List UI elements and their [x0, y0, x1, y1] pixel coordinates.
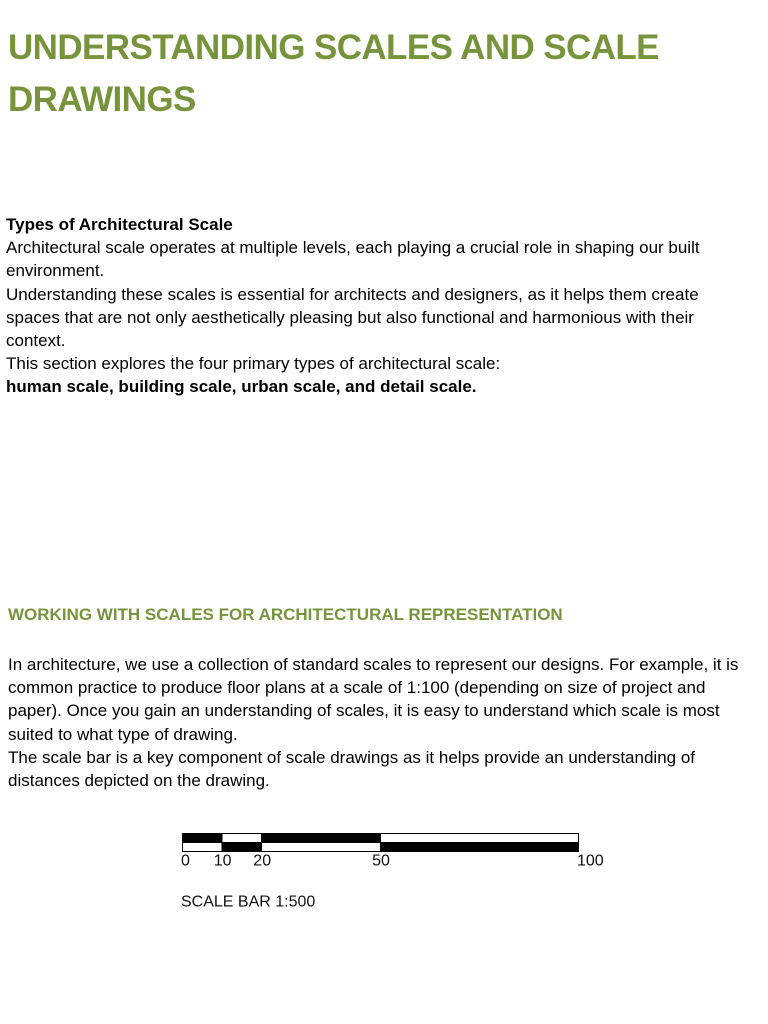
scale-bar-segment-50-100-top [381, 834, 579, 843]
scale-bar-tick-label: 50 [372, 852, 390, 870]
paragraph: The scale bar is a key component of scale drawings as it helps provide an understanding of distances depicted on the drawing. [8, 747, 696, 791]
scale-bar-caption: SCALE BAR 1:500 [181, 893, 316, 911]
paragraph: This section explores the four primary types of architectural scale: [6, 354, 501, 374]
paragraph: In architecture, we use a collection of standard scales to represent our designs. For example, it is common practice to produce floor plans at a scale of 1:100 (depending on size of project and paper). Once you gain an understanding of scales, it is easy to understand which scale is most suited to what type of drawing. [8, 655, 739, 744]
scale-bar-tick-label: 20 [253, 852, 272, 870]
scale-bar-tick-label: 0 [181, 852, 190, 870]
scale-bar-tick-label: 100 [577, 852, 604, 870]
scale-bar-segment-20-50-top [262, 834, 381, 843]
scale-types-list: human scale, building scale, urban scale, and detail scale. [6, 377, 477, 397]
paragraph: Understanding these scales is essential for architects and designers, as it helps them create spaces that are not only aesthetically pleasing but also functional and harmonious with their context. [6, 284, 699, 351]
section-heading-working-with-scales: WORKING WITH SCALES FOR ARCHITECTURAL REPRESENTATION [8, 605, 563, 624]
scale-bar-figure [170, 825, 620, 915]
section-heading: Types of Architectural Scale [6, 215, 233, 234]
section-types-of-scale [6, 213, 744, 399]
paragraph: Architectural scale operates at multiple levels, each playing a crucial role in shaping our built environment. [6, 238, 700, 281]
page-title: UNDERSTANDING SCALES AND SCALE DRAWINGS [8, 28, 659, 119]
scale-bar-segment-10-20-top [222, 834, 262, 843]
scale-bar-segment-20-50-bottom [262, 843, 381, 852]
scale-bar-segment-50-100-bottom [381, 843, 579, 852]
scale-bar-tick-label: 10 [213, 852, 232, 870]
scale-bar-segment-0-10-top [183, 834, 223, 843]
section-working-with-scales [8, 653, 746, 792]
scale-bar-segment-0-10-bottom [183, 843, 223, 852]
scale-bar-segment-10-20-bottom [222, 843, 262, 852]
